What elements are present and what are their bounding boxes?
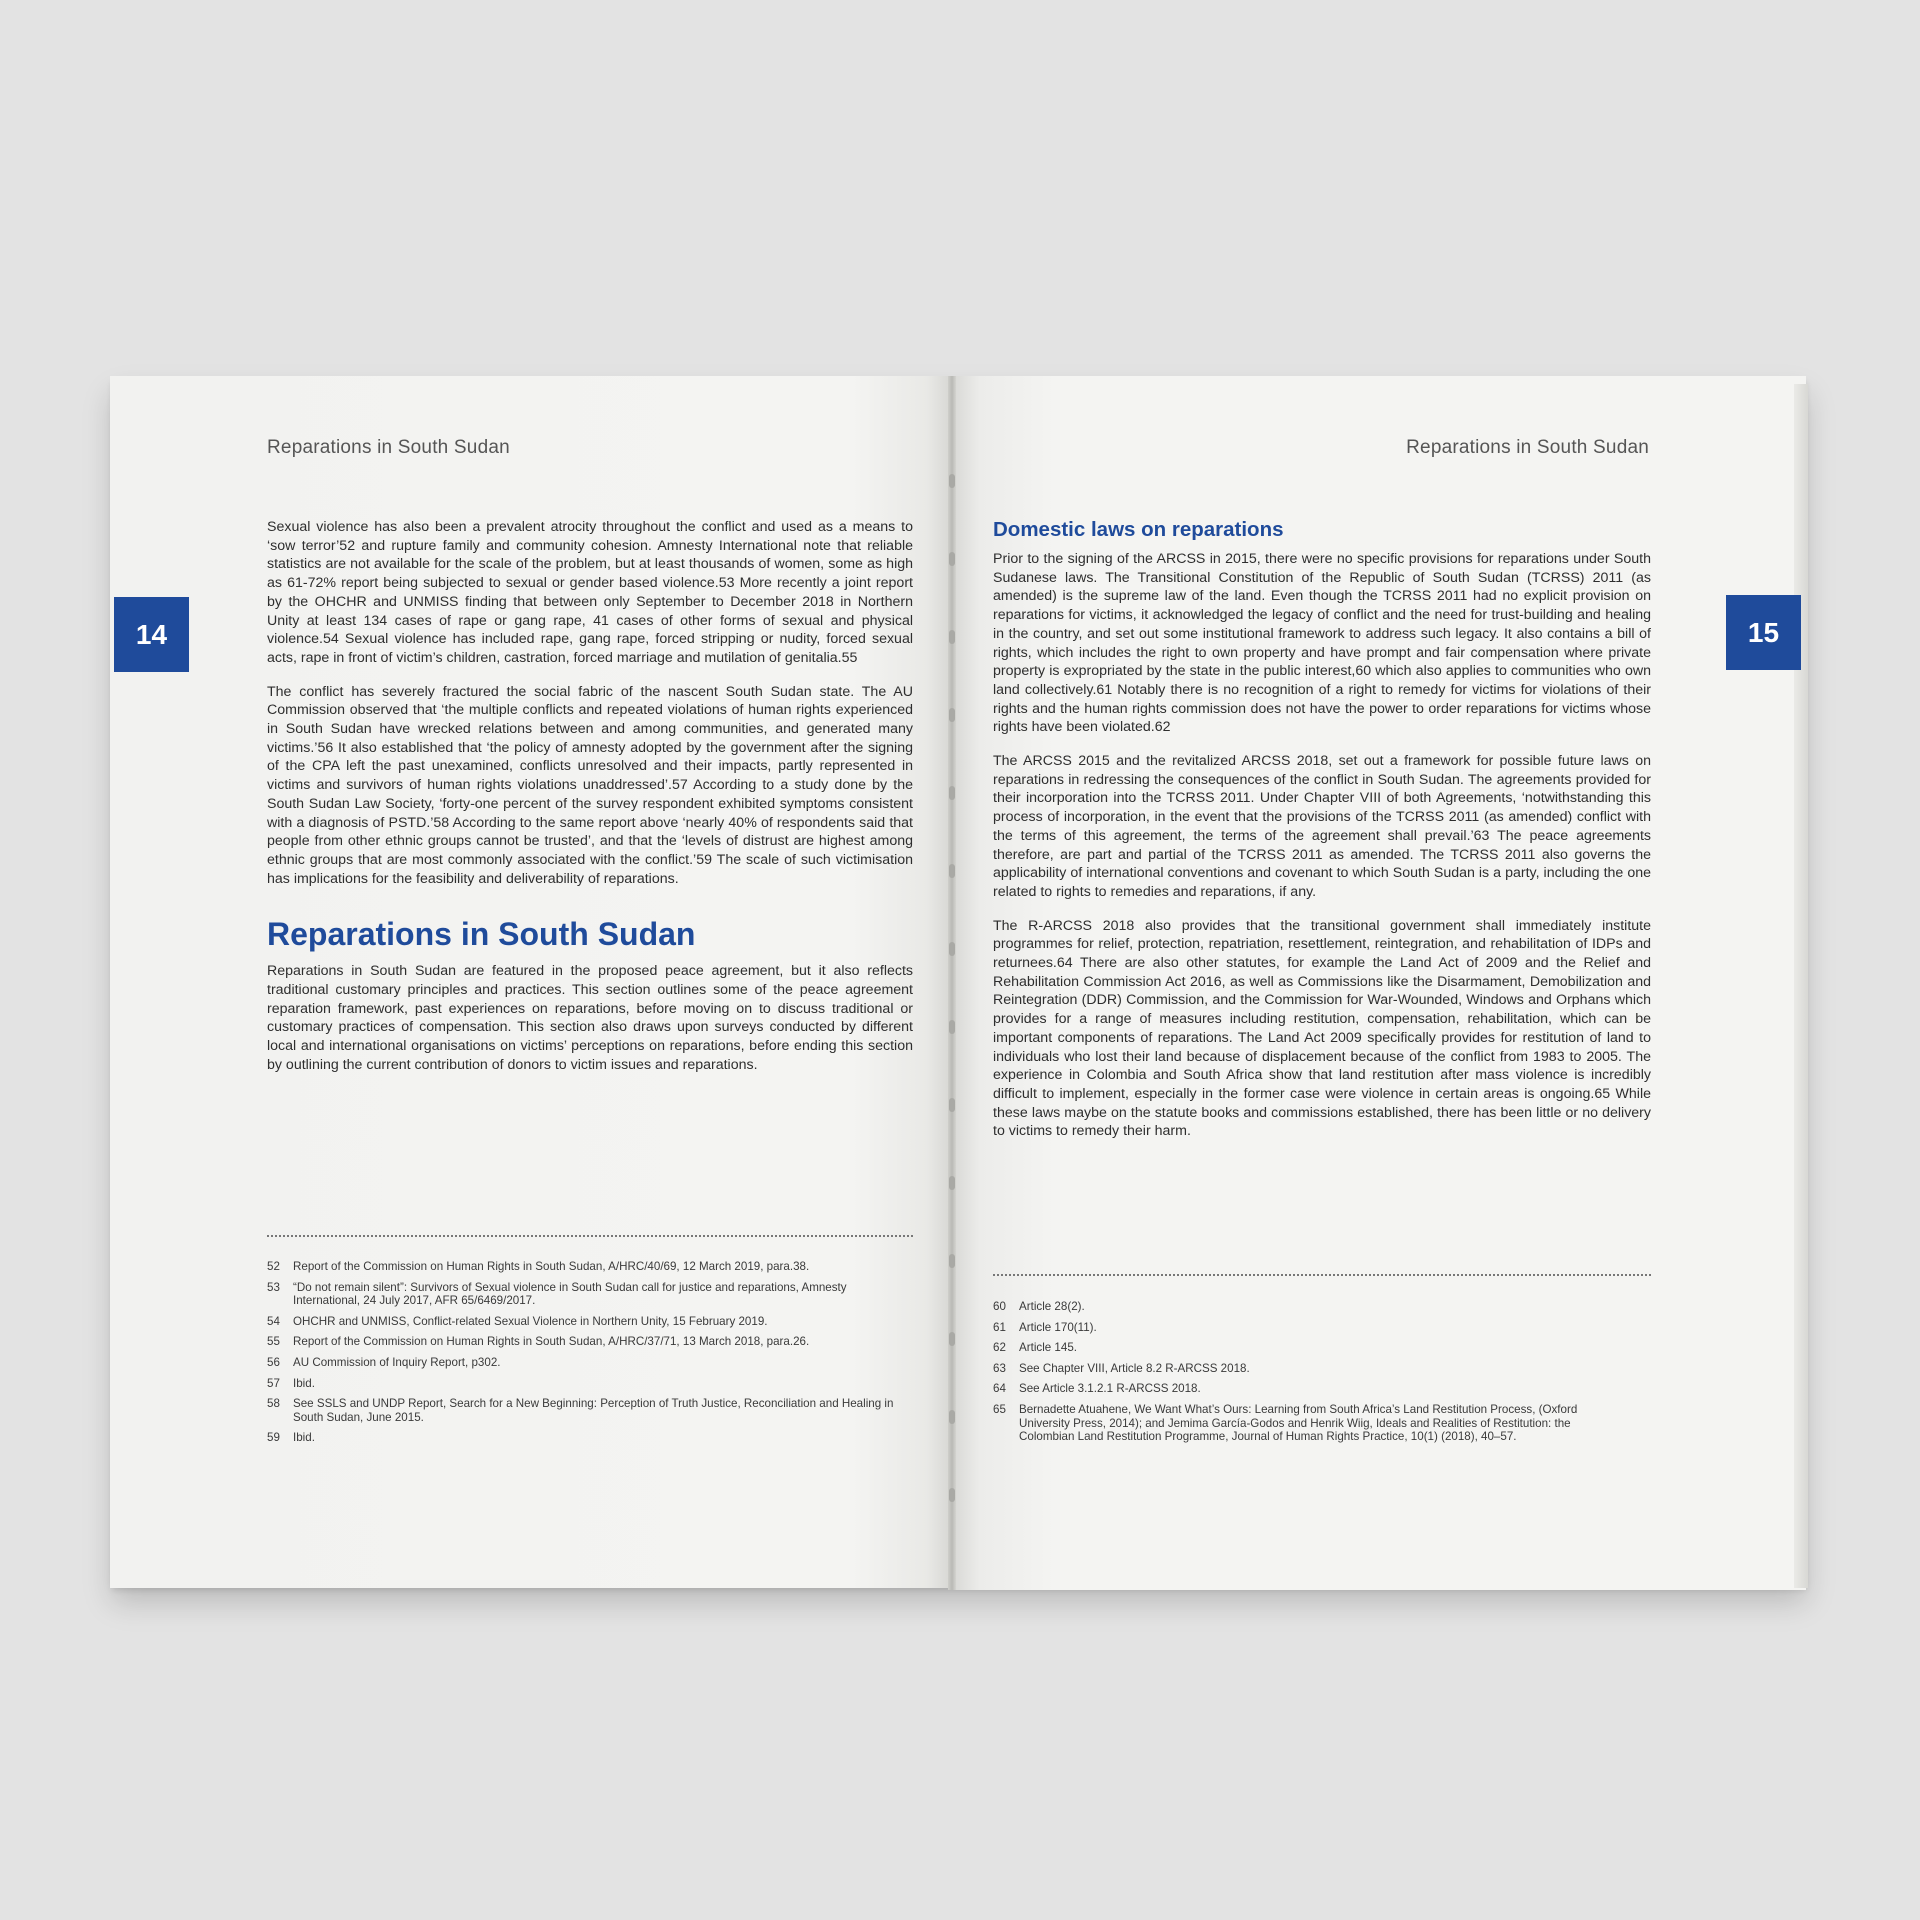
footnote bbox=[267, 1260, 913, 1274]
footnote-text: “Do not remain silent”: Survivors of Sexual violence in South Sudan call for justice and reparations, Amnesty International, 24 July 2017, AFR 65/6469/2017. bbox=[293, 1280, 847, 1308]
footnote-number: 64 bbox=[993, 1382, 1006, 1396]
footnote-text: See SSLS and UNDP Report, Search for a New Beginning: Perception of Truth Justice, Reconciliation and Healing in South Sudan, June 2015. bbox=[293, 1397, 894, 1424]
body-paragraph: The ARCSS 2015 and the revitalized ARCSS 2018, set out a framework for possible future laws on reparations in redressing the consequences of the conflict in South Sudan. The agreements provided for their incorporation into the TCRSS 2011. Under Chapter VIII of both Agreements, ‘notwithstanding this process of incorporation, in the event that the provisions of the TCRSS 2011 (as amended) conflict with the terms of this agreement, the terms of the agreement shall prevail.’63 The peace agreements therefore, are part and partial of the TCRSS 2011 as amended. The TCRSS 2011 also governs the applicability of international conventions and covenant to which South Sudan is a party, including the one related to rights to remedies and reparations, if any. bbox=[993, 753, 1651, 900]
footnote-divider-right bbox=[993, 1274, 1651, 1276]
footnote bbox=[267, 1397, 913, 1424]
footnote bbox=[267, 1431, 913, 1445]
footnote bbox=[267, 1377, 913, 1391]
footnote-text: Article 170(11). bbox=[1019, 1320, 1097, 1334]
footnote-number: 58 bbox=[267, 1397, 280, 1411]
footnote bbox=[993, 1382, 1613, 1396]
footnote-number: 61 bbox=[993, 1320, 1006, 1334]
footnote-number: 62 bbox=[993, 1341, 1006, 1355]
body-paragraph: The R-ARCSS 2018 also provides that the transitional government shall immediately institute programmes for relief, protection, repatriation, resettlement, reintegration, and rehabilitation of IDPs and returnees.64 There are also other statutes, for example the Land Act of 2009 and the Relief and Rehabilitation Commission Act 2016, as well as Commissions like the Disarmament, Demobilization and Reintegration (DDR) Commission, and the Commission for War-Wounded, Windows and Orphans which provides for a range of measures including restitution, compensation, rehabilitation, which can be important components of reparations. The Land Act 2009 specifically provides for restitution of land to individuals who lost their land because of displacement because of the conflict from 1983 to 2005. The experience in Colombia and South Africa show that land restitution after mass violence is incredibly difficult to implement, especially in the former case were violence in certain areas is ongoing.65 While these laws maybe on the statute books and commissions established, there has been little or no delivery to victims to remedy their harm. bbox=[993, 917, 1651, 1140]
spine-stitch bbox=[949, 552, 955, 566]
page-stack-edge bbox=[1794, 384, 1808, 1588]
footnote-number: 65 bbox=[993, 1402, 1006, 1416]
footnote-text: Report of the Commission on Human Rights in South Sudan, A/HRC/37/71, 13 March 2018, para.26. bbox=[293, 1335, 810, 1349]
running-head-left: Reparations in South Sudan bbox=[267, 437, 510, 458]
footnote bbox=[993, 1362, 1613, 1376]
footnote-number: 53 bbox=[267, 1280, 280, 1294]
page-number-tab-left: 14 bbox=[114, 597, 189, 672]
spine-stitch bbox=[949, 864, 955, 878]
footnote-text: See Chapter VIII, Article 8.2 R-ARCSS 2018. bbox=[1019, 1361, 1250, 1375]
footnote-text: See Article 3.1.2.1 R-ARCSS 2018. bbox=[1019, 1382, 1201, 1396]
footnote-text: Article 145. bbox=[1019, 1341, 1077, 1355]
footnote-number: 54 bbox=[267, 1314, 280, 1328]
footnote-number: 57 bbox=[267, 1376, 280, 1390]
page-number-tab-right: 15 bbox=[1726, 595, 1801, 670]
footnote-number: 52 bbox=[267, 1260, 280, 1273]
spine-stitch bbox=[949, 474, 955, 488]
footnotes-left bbox=[267, 1260, 913, 1452]
footnote-text: Ibid. bbox=[293, 1431, 315, 1445]
footnote-number: 56 bbox=[267, 1355, 280, 1369]
spine-stitch bbox=[949, 1254, 955, 1268]
spine-stitch bbox=[949, 942, 955, 956]
spine-stitch bbox=[949, 630, 955, 644]
right-body-text bbox=[993, 518, 1651, 1156]
footnote bbox=[993, 1341, 1613, 1355]
footnote-text: Bernadette Atuahene, We Want What’s Ours: Learning from South Africa’s Land Restitution Process, (Oxford University Press, 2014); and Jemima García-Godos and Henrik Wiig, Ideals and Realities of Restitution: the Colombian Land Restitution Programme, Journal of Human Rights Practice, 10(1) (2018), 40–57. bbox=[1019, 1402, 1578, 1444]
spine-stitch bbox=[949, 1020, 955, 1034]
footnote bbox=[993, 1300, 1613, 1314]
footnote-number: 60 bbox=[993, 1300, 1006, 1313]
spine-stitch bbox=[949, 1176, 955, 1190]
running-head-right: Reparations in South Sudan bbox=[1406, 437, 1649, 458]
footnote-text: Article 28(2). bbox=[1019, 1300, 1085, 1313]
footnote bbox=[267, 1335, 913, 1349]
footnote bbox=[267, 1315, 913, 1329]
spine-stitch bbox=[949, 708, 955, 722]
footnote-text: OHCHR and UNMISS, Conflict-related Sexual Violence in Northern Unity, 15 February 2019. bbox=[293, 1314, 768, 1328]
footnote-number: 63 bbox=[993, 1361, 1006, 1375]
body-paragraph: Prior to the signing of the ARCSS in 2015, there were no specific provisions for reparations under South Sudanese laws. The Transitional Constitution of the Republic of South Sudan (TCRSS) 2011 (as amended) is the supreme law of the land. Even though the TCRSS 2011 had no explicit provision on reparations for victims, it acknowledged the legacy of conflict and the need for trust-building and healing in the country, and set out some institutional framework to address such legacy. It also contains a bill of rights, which includes the right to own property and have prompt and fair compensation where private property is expropriated by the state in the public interest,60 which also applies to communities who own land collectively.61 Notably there is no recognition of a right to remedy for victims for violations of their rights and the human rights commission does not have the power to order reparations for victims whose rights have been violated.62 bbox=[993, 551, 1651, 736]
spine-stitch bbox=[949, 1410, 955, 1424]
spine-stitch bbox=[949, 786, 955, 800]
spine-stitch bbox=[949, 1332, 955, 1346]
footnote-number: 55 bbox=[267, 1335, 280, 1349]
footnote bbox=[267, 1356, 913, 1370]
footnote-text: Ibid. bbox=[293, 1376, 315, 1390]
left-body-text bbox=[267, 518, 913, 1090]
footnote-text: Report of the Commission on Human Rights in South Sudan, A/HRC/40/69, 12 March 2019, para.38. bbox=[293, 1260, 810, 1273]
footnotes-right bbox=[993, 1300, 1613, 1451]
spine-stitch bbox=[949, 1098, 955, 1112]
footnote-divider-left bbox=[267, 1235, 913, 1237]
footnote bbox=[993, 1403, 1613, 1444]
body-paragraph: Sexual violence has also been a prevalent atrocity throughout the conflict and used as a means to ‘sow terror’52 and rupture family and community cohesion. Amnesty International note that reliable statistics are not available for the scale of the problem, but at least thousands of women, some as high as 61-72% report being subjected to sexual or gender based violence.53 More recently a joint report by the OHCHR and UNMISS finding that between only September to December 2018 in Northern Unity at least 134 cases of rape or gang rape, 41 cases of other forms of sexual and physical violence.54 Sexual violence has included rape, gang rape, forced stripping or nudity, forced sexual acts, rape in front of victim’s children, castration, forced marriage and mutilation of genitalia.55 bbox=[267, 519, 913, 666]
section-heading: Reparations in South Sudan bbox=[267, 916, 696, 953]
spine-stitch bbox=[949, 1488, 955, 1502]
subsection-heading: Domestic laws on reparations bbox=[993, 518, 1284, 541]
footnote-text: AU Commission of Inquiry Report, p302. bbox=[293, 1355, 501, 1369]
footnote-number: 59 bbox=[267, 1431, 280, 1445]
footnote bbox=[267, 1281, 913, 1308]
body-paragraph: The conflict has severely fractured the social fabric of the nascent South Sudan state. The AU Commission observed that ‘the multiple conflicts and repeated violations of human rights experienced in South Sudan have wrecked relations between and among communities, and generated many victims.’56 It also established that ‘the policy of amnesty adopted by the government after the signing of the CPA left the past unexamined, conflicts unresolved and their impacts, partly represented in victims and survivors of human rights violations unaddressed’.57 According to a study done by the South Sudan Law Society, ‘forty-one percent of the survey respondent exhibited symptoms consistent with a diagnosis of PSTD.’58 According to the same report above ‘nearly 40% of respondents said that people from other ethnic groups cannot be trusted’, and that the ‘levels of distrust are highest among ethnic groups that are most commonly associated with the conflict.’59 The scale of such victimisation has implications for the feasibility and deliverability of reparations. bbox=[267, 683, 913, 887]
footnote bbox=[993, 1321, 1613, 1335]
body-paragraph: Reparations in South Sudan are featured in the proposed peace agreement, but it also reflects traditional customary principles and practices. This section outlines some of the peace agreement reparation framework, past experiences on reparations, before moving on to discuss traditional or customary practices of compensation. This section also draws upon surveys conducted by different local and international organisations on victims’ perceptions on reparations, before ending this section by outlining the current contribution of donors to victim issues and reparations. bbox=[267, 963, 913, 1073]
